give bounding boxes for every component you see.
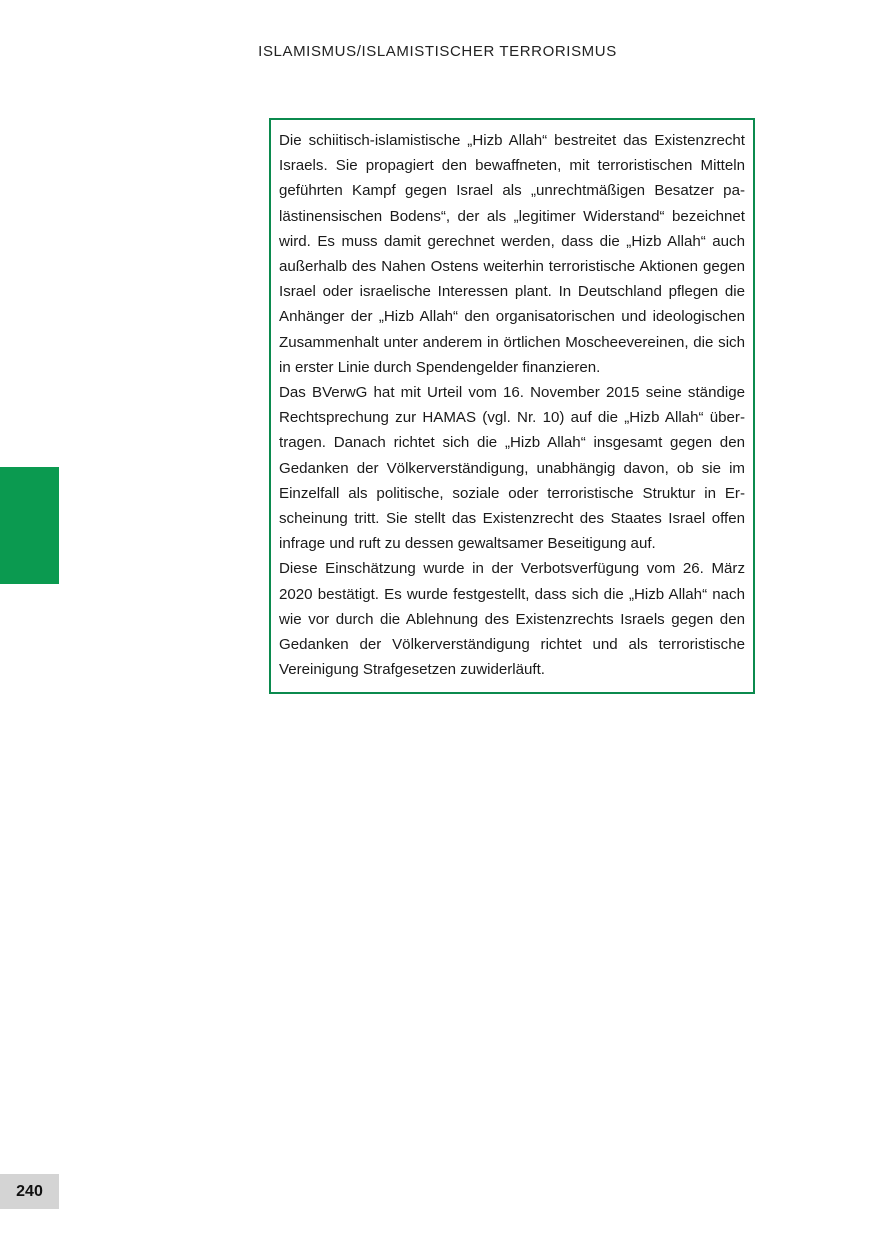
info-box-paragraph-3: Diese Einschätzung wurde in der Verbotsverfügung vom 26. März 2020 bestätigt. Es wurde festgestellt, dass sich die „Hizb Allah“ nach wie vor durch die Ablehnung des Existenzrechts Israels gegen den Gedanken der Völkerverständigung richtet und als terroristische Vereinigung Strafgesetzen zuwiderläuft. (279, 560, 745, 679)
info-box (269, 118, 755, 694)
info-box-paragraph-1: Die schiitisch-islamistische „Hizb Allah“ bestreitet das Existenzrecht Israels. Sie propagiert den bewaffneten, mit terroristischen Mitteln geführten Kampf gegen Israel als „unrechtmäßigen Besatzer palästinensischen Bodens“, der als „legitimer Widerstand“ bezeichnet wird. Es muss damit gerechnet werden, dass die „Hizb Allah“ auch außerhalb des Nahen Ostens weiterhin terroristische Aktionen gegen Israel oder israelische Interessen plant. In Deutschland pflegen die Anhänger der „Hizb Allah“ den organisatorischen und ideologischen Zusammenhalt unter anderem in örtlichen Moscheevereinen, die sich in erster Linie durch Spendengelder finanzieren. (279, 132, 745, 376)
chapter-side-tab (0, 467, 59, 584)
info-box-paragraph-2: Das BVerwG hat mit Urteil vom 16. November 2015 seine ständige Rechtsprechung zur HAMAS (vgl. Nr. 10) auf die „Hizb Allah“ übertragen. Danach richtet sich die „Hizb Allah“ insgesamt gegen den Gedanken der Völkerverständigung, unabhängig davon, ob sie im Einzelfall als politische, soziale oder terroristische Struktur in Erscheinung tritt. Sie stellt das Existenzrecht des Staates Israel offen infrage und ruft zu dessen gewaltsamer Beseitigung auf. (279, 384, 745, 553)
page-number: 240 (0, 1174, 59, 1209)
running-header: ISLAMISMUS/ISLAMISTISCHER TERRORISMUS (258, 43, 617, 60)
